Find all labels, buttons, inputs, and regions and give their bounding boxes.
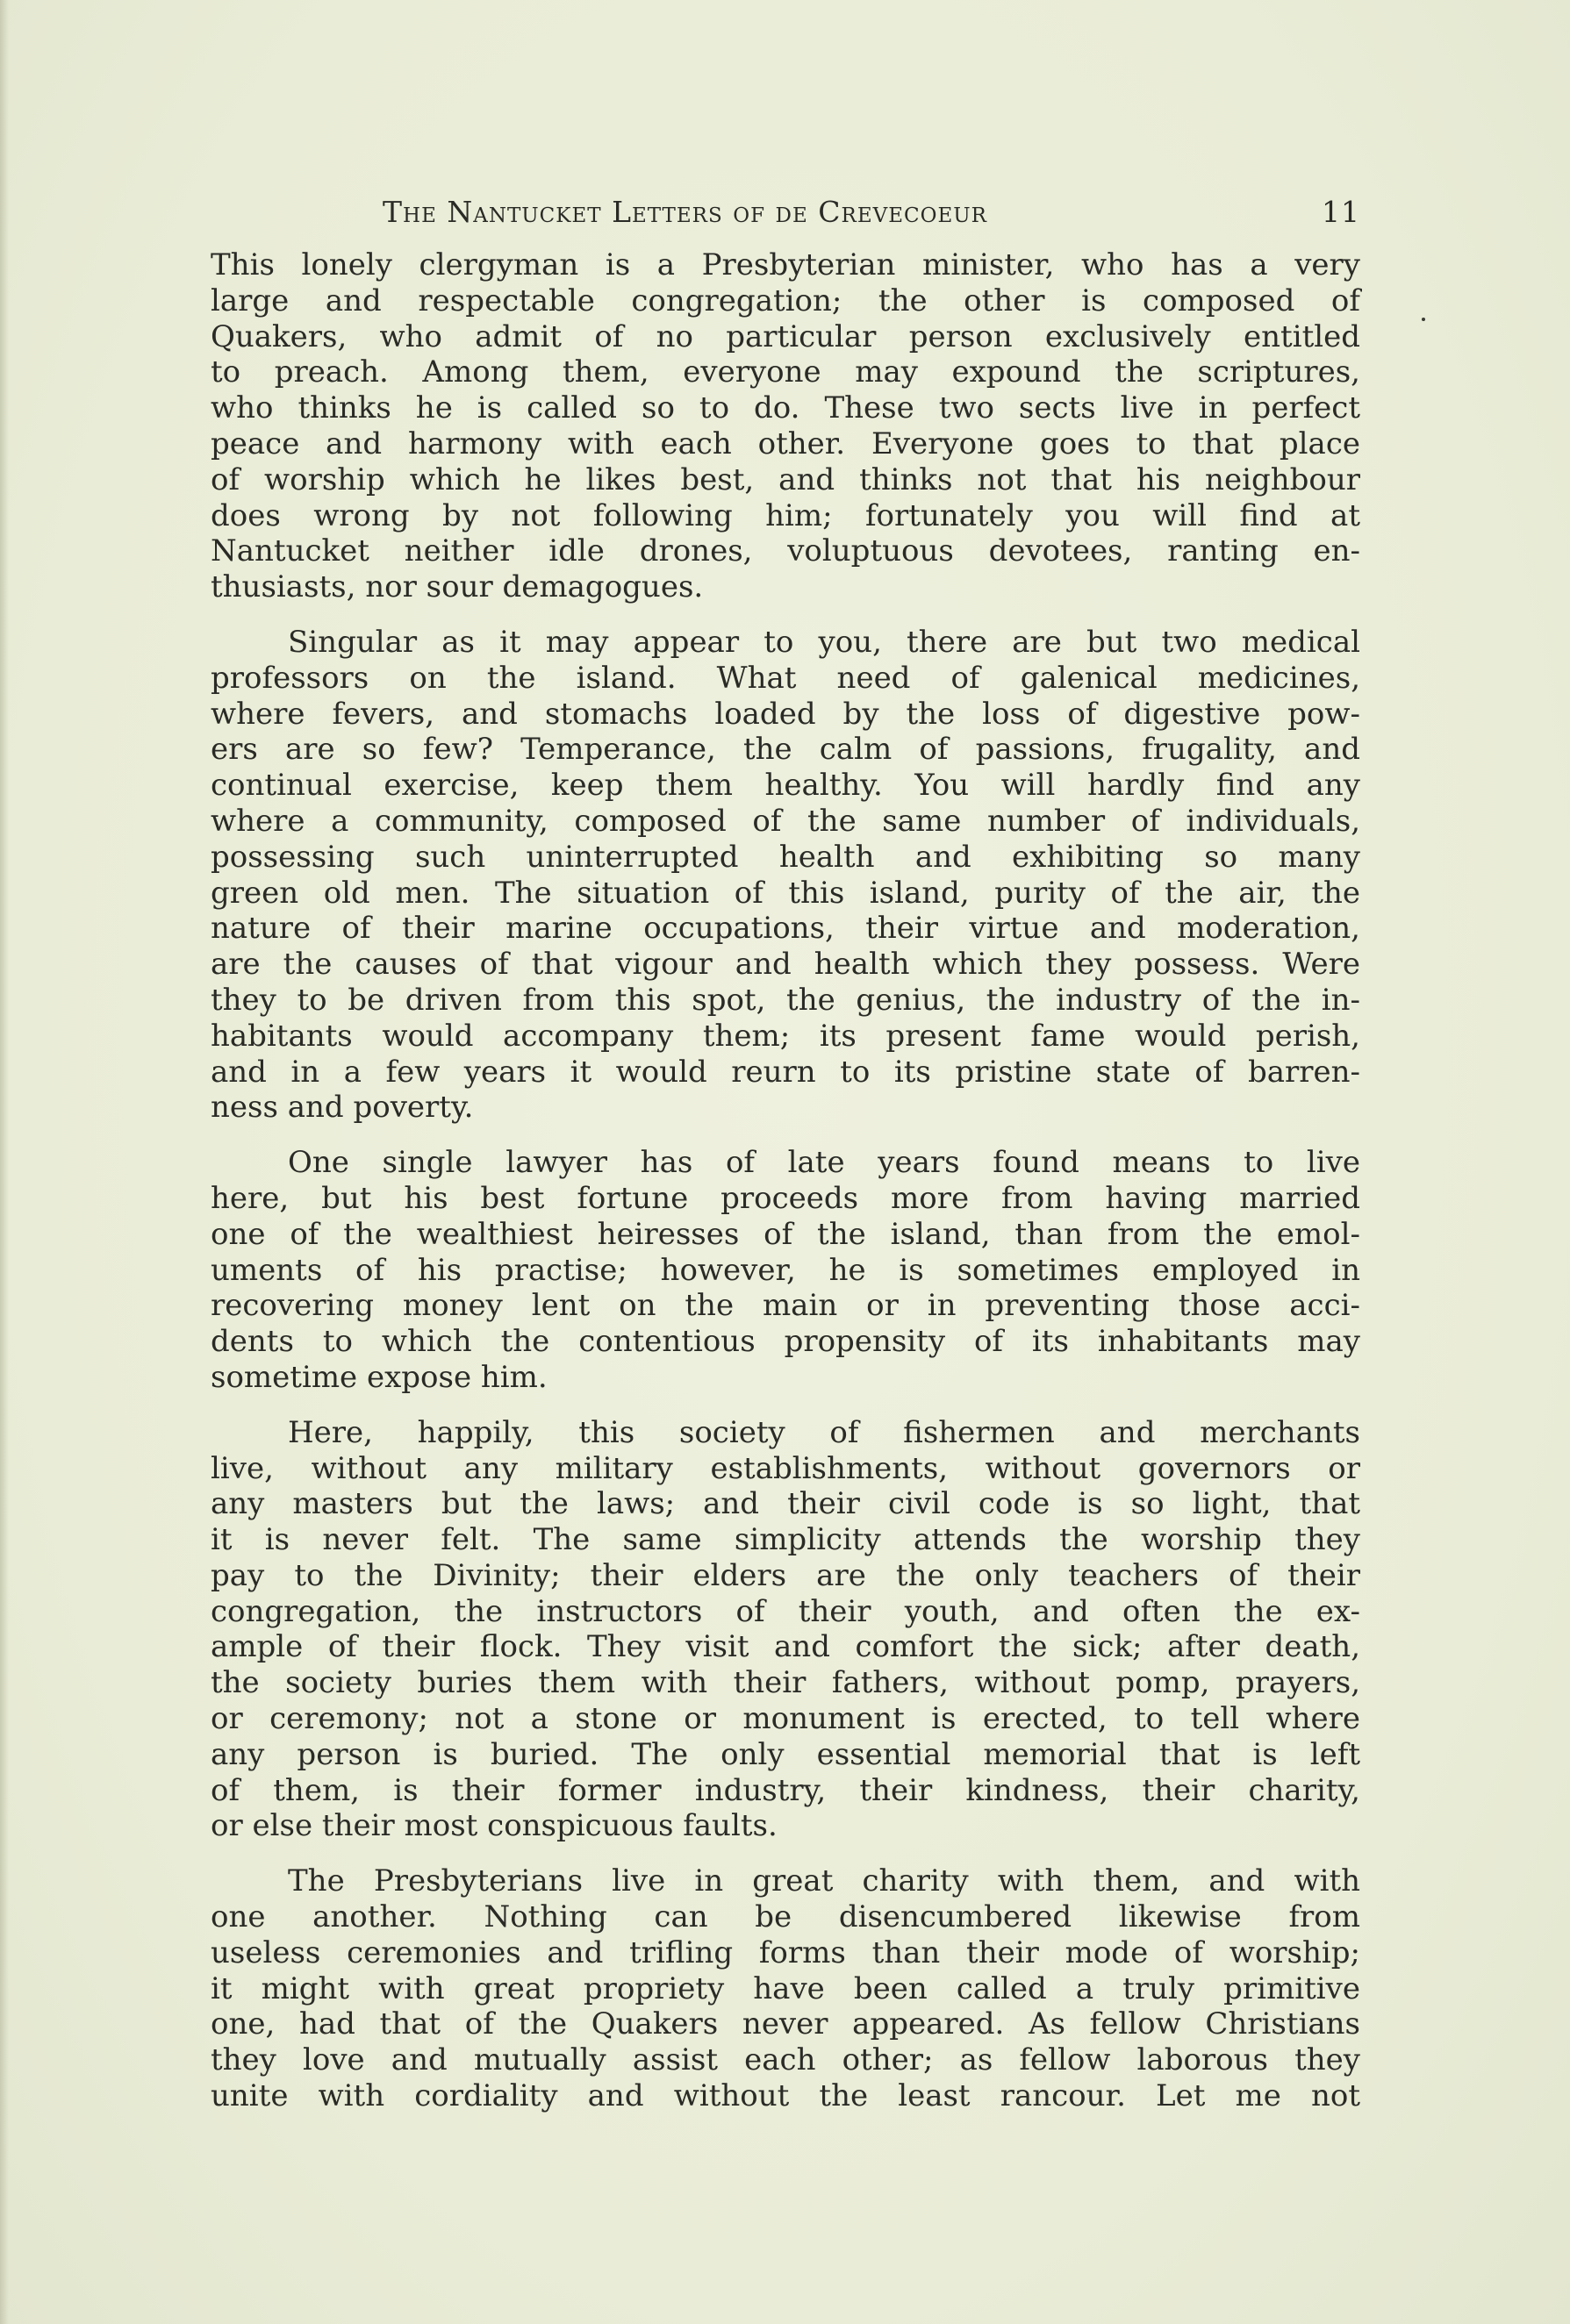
text-line: ample of their flock. They visit and comfort the sick; after death, (211, 1629, 1360, 1665)
text-line: dents to which the contentious propensity of its inhabitants may (211, 1324, 1360, 1360)
text-line: congregation, the instructors of their youth, and often the ex- (211, 1593, 1360, 1629)
text-line: useless ceremonies and trifling forms than their mode of worship; (211, 1934, 1360, 1970)
text-line: uments of his practise; however, he is sometimes employed in (211, 1252, 1360, 1288)
text-line: The Presbyterians live in great charity with them, and with (288, 1863, 1360, 1899)
body-text (211, 247, 1360, 2134)
paragraph (211, 625, 1360, 1126)
text-line: unite with cordiality and without the least rancour. Let me not (211, 2078, 1360, 2114)
text-line: continual exercise, keep them healthy. You will hardly find any (211, 768, 1360, 804)
text-line: Nantucket neither idle drones, voluptuous devotees, ranting en- (211, 533, 1360, 569)
text-line: green old men. The situation of this island, purity of the air, the (211, 875, 1360, 911)
text-line: nature of their marine occupations, their virtue and moderation, (211, 911, 1360, 947)
page-number: 11 (1322, 195, 1360, 229)
text-line: ness and poverty. (211, 1090, 474, 1126)
text-line: or ceremony; not a stone or monument is erected, to tell where (211, 1701, 1360, 1737)
text-line: the society buries them with their fathers, without pomp, prayers, (211, 1665, 1360, 1701)
text-line: they to be driven from this spot, the genius, the industry of the in- (211, 982, 1360, 1018)
text-line: one, had that of the Quakers never appeared. As fellow Christians (211, 2006, 1360, 2042)
text-line: sometime expose him. (211, 1359, 548, 1395)
text-line: it is never felt. The same simplicity attends the worship they (211, 1522, 1360, 1558)
paragraph (211, 1415, 1360, 1845)
text-line: live, without any military establishments, without governors or (211, 1450, 1360, 1486)
text-line: any person is buried. The only essential memorial that is left (211, 1736, 1360, 1772)
text-line: and in a few years it would reurn to its pristine state of barren- (211, 1054, 1360, 1090)
text-line: here, but his best fortune proceeds more from having married (211, 1180, 1360, 1216)
text-line: Singular as it may appear to you, there are but two medical (288, 624, 1360, 660)
text-line: one another. Nothing can be disencumbered likewise from (211, 1899, 1360, 1935)
text-line: Here, happily, this society of fishermen and merchants (288, 1414, 1360, 1450)
text-line: One single lawyer has of late years found means to live (288, 1145, 1360, 1181)
running-head (211, 195, 1360, 233)
text-line: it might with great propriety have been called a truly primitive (211, 1970, 1360, 2006)
text-line: who thinks he is called so to do. These two sects live in perfect (211, 390, 1360, 426)
text-line: recovering money lent on the main or in preventing those acci- (211, 1288, 1360, 1324)
text-line: habitants would accompany them; its present fame would perish, (211, 1018, 1360, 1054)
text-line: where fevers, and stomachs loaded by the loss of digestive pow- (211, 696, 1360, 732)
text-line: where a community, composed of the same number of individuals, (211, 803, 1360, 839)
text-line: one of the wealthiest heiresses of the island, than from the emol- (211, 1216, 1360, 1252)
text-line: possessing such uninterrupted health and exhibiting so many (211, 839, 1360, 875)
paragraph (211, 1863, 1360, 2114)
paper-speck (1422, 318, 1425, 321)
text-line: Quakers, who admit of no particular person exclusively entitled (211, 318, 1360, 354)
paragraph (211, 247, 1360, 605)
text-line: any masters but the laws; and their civil code is so light, that (211, 1486, 1360, 1522)
text-line: peace and harmony with each other. Everyone goes to that place (211, 425, 1360, 461)
text-line: are the causes of that vigour and health which they possess. Were (211, 947, 1360, 983)
text-line: of them, is their former industry, their kindness, their charity, (211, 1772, 1360, 1808)
paragraph (211, 1145, 1360, 1396)
text-line: to preach. Among them, everyone may expound the scriptures, (211, 354, 1360, 390)
text-line: pay to the Divinity; their elders are the only teachers of their (211, 1557, 1360, 1593)
text-line: professors on the island. What need of galenical medicines, (211, 660, 1360, 696)
text-line: thusiasts, nor sour demagogues. (211, 569, 704, 605)
text-line: This lonely clergyman is a Presbyterian minister, who has a very (211, 247, 1360, 282)
binding-shadow (0, 0, 9, 2324)
text-line: or else their most conspicuous faults. (211, 1808, 778, 1844)
text-line: large and respectable congregation; the other is composed of (211, 282, 1360, 318)
text-line: does wrong by not following him; fortunately you will find at (211, 497, 1360, 533)
text-line: of worship which he likes best, and thinks not that his neighbour (211, 461, 1360, 497)
text-line: ers are so few? Temperance, the calm of passions, frugality, and (211, 732, 1360, 768)
text-line: they love and mutually assist each other; as fellow laborous they (211, 2042, 1360, 2078)
running-head-title: The Nantucket Letters of de Crevecoeur (383, 195, 987, 229)
